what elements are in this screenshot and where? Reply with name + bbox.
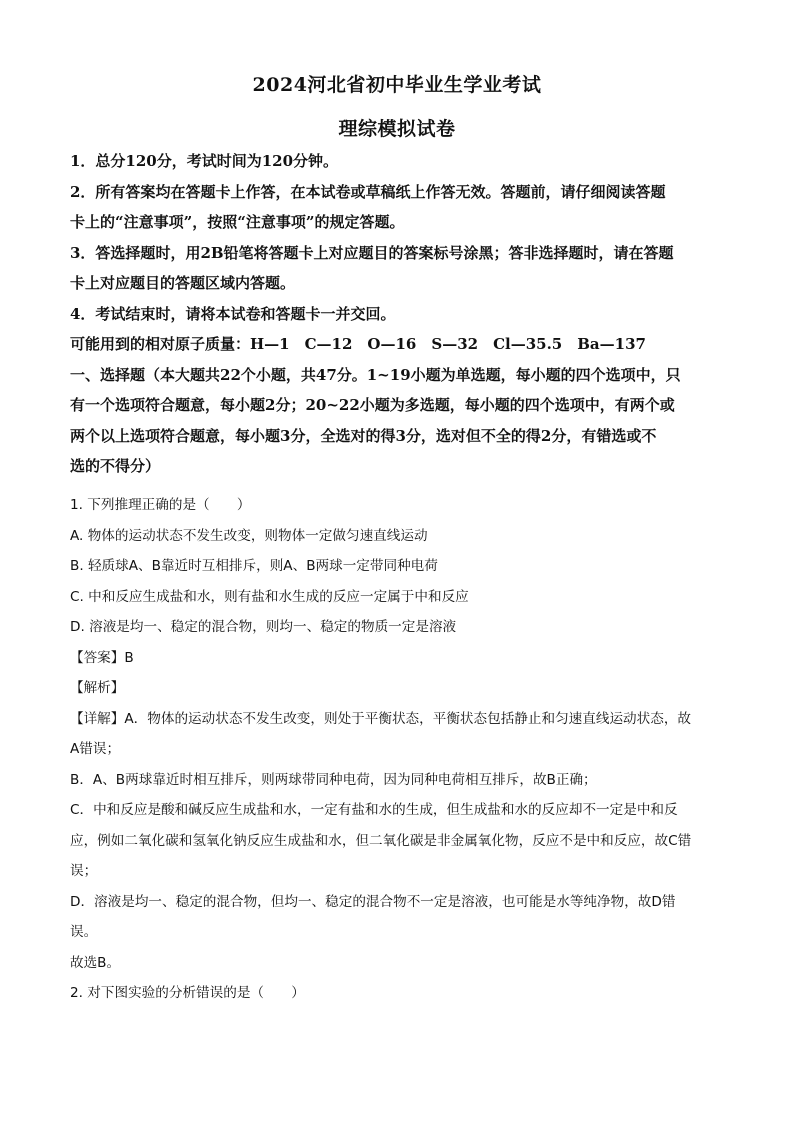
section-header-line: 两个以上选项符合题意，每小题3分，全选对的得3分，选对但不全的得2分，有错选或不	[70, 426, 657, 445]
section-header-line: 一、选择题（本大题共22个小题，共47分。1~19小题为单选题，每小题的四个选项中，只	[70, 365, 681, 384]
explanation-line: 【详解】A．物体的运动状态不发生改变，则处于平衡状态，平衡状态包括静止和匀速直线运动状态，故	[70, 710, 692, 727]
instruction-line: 1．总分120分，考试时间为120分钟。	[70, 152, 339, 170]
question-stem: 1. 下列推理正确的是（ ）	[70, 497, 251, 513]
explanation-line: 误；	[70, 863, 98, 879]
option-a: A. 物体的运动状态不发生改变，则物体一定做匀速直线运动	[70, 527, 428, 544]
explanation-line: D．溶液是均一、稳定的混合物，但均一、稳定的混合物不一定是溶液，也可能是水等纯净物，故D错	[70, 893, 676, 910]
explanation-line: B．A、B两球靠近时相互排斥，则两球带同种电荷，因为同种电荷相互排斥，故B正确；	[70, 771, 597, 788]
explanation-line: 应，例如二氧化碳和氢氧化钠反应生成盐和水，但二氧化碳是非金属氧化物，反应不是中和反应，故C错	[70, 832, 692, 849]
option-d: D. 溶液是均一、稳定的混合物，则均一、稳定的物质一定是溶液	[70, 619, 457, 635]
answer-label: 【答案】B	[70, 649, 134, 666]
explanation-line: 误。	[70, 924, 98, 940]
question-1	[70, 490, 724, 1009]
instruction-line: 4．考试结束时，请将本试卷和答题卡一并交回。	[70, 304, 396, 323]
explanation-line: 故选B。	[70, 954, 121, 971]
section-header-line: 选的不得分）	[70, 457, 161, 475]
section-header-line: 有一个选项符合题意，每小题2分；20~22小题为多选题，每小题的四个选项中，有两个或	[70, 396, 675, 414]
instruction-line: 卡上对应题目的答题区域内答题。	[70, 274, 296, 292]
instruction-line: 2．所有答案均在答题卡上作答，在本试卷或草稿纸上作答无效。答题前，请仔细阅读答题	[70, 182, 666, 201]
explanation-line: A错误；	[70, 741, 121, 757]
instruction-line: 卡上的“注意事项”，按照“注意事项”的规定答题。	[70, 213, 405, 231]
exam-title: 2024河北省初中毕业生学业考试	[252, 74, 542, 96]
explanation-line: C．中和反应是酸和碱反应生成盐和水，一定有盐和水的生成，但生成盐和水的反应却不一定是中和反	[70, 802, 678, 818]
option-c: C. 中和反应生成盐和水，则有盐和水生成的反应一定属于中和反应	[70, 588, 469, 605]
analysis-label: 【解析】	[70, 680, 125, 696]
exam-subtitle: 理综模拟试卷	[338, 118, 456, 140]
question-stem: 2. 对下图实验的分析错误的是（ ）	[70, 985, 305, 1001]
instructions	[70, 146, 724, 482]
option-b: B. 轻质球A、B靠近时互相排斥，则A、B两球一定带同种电荷	[70, 558, 438, 574]
atomic-mass-line: 可能用到的相对原子质量：H—1 C—12 O—16 S—32 Cl—35.5 Ba—137	[70, 335, 646, 353]
instruction-line: 3．答选择题时，用2B铅笔将答题卡上对应题目的答案标号涂黑；答非选择题时，请在答题	[70, 243, 674, 262]
